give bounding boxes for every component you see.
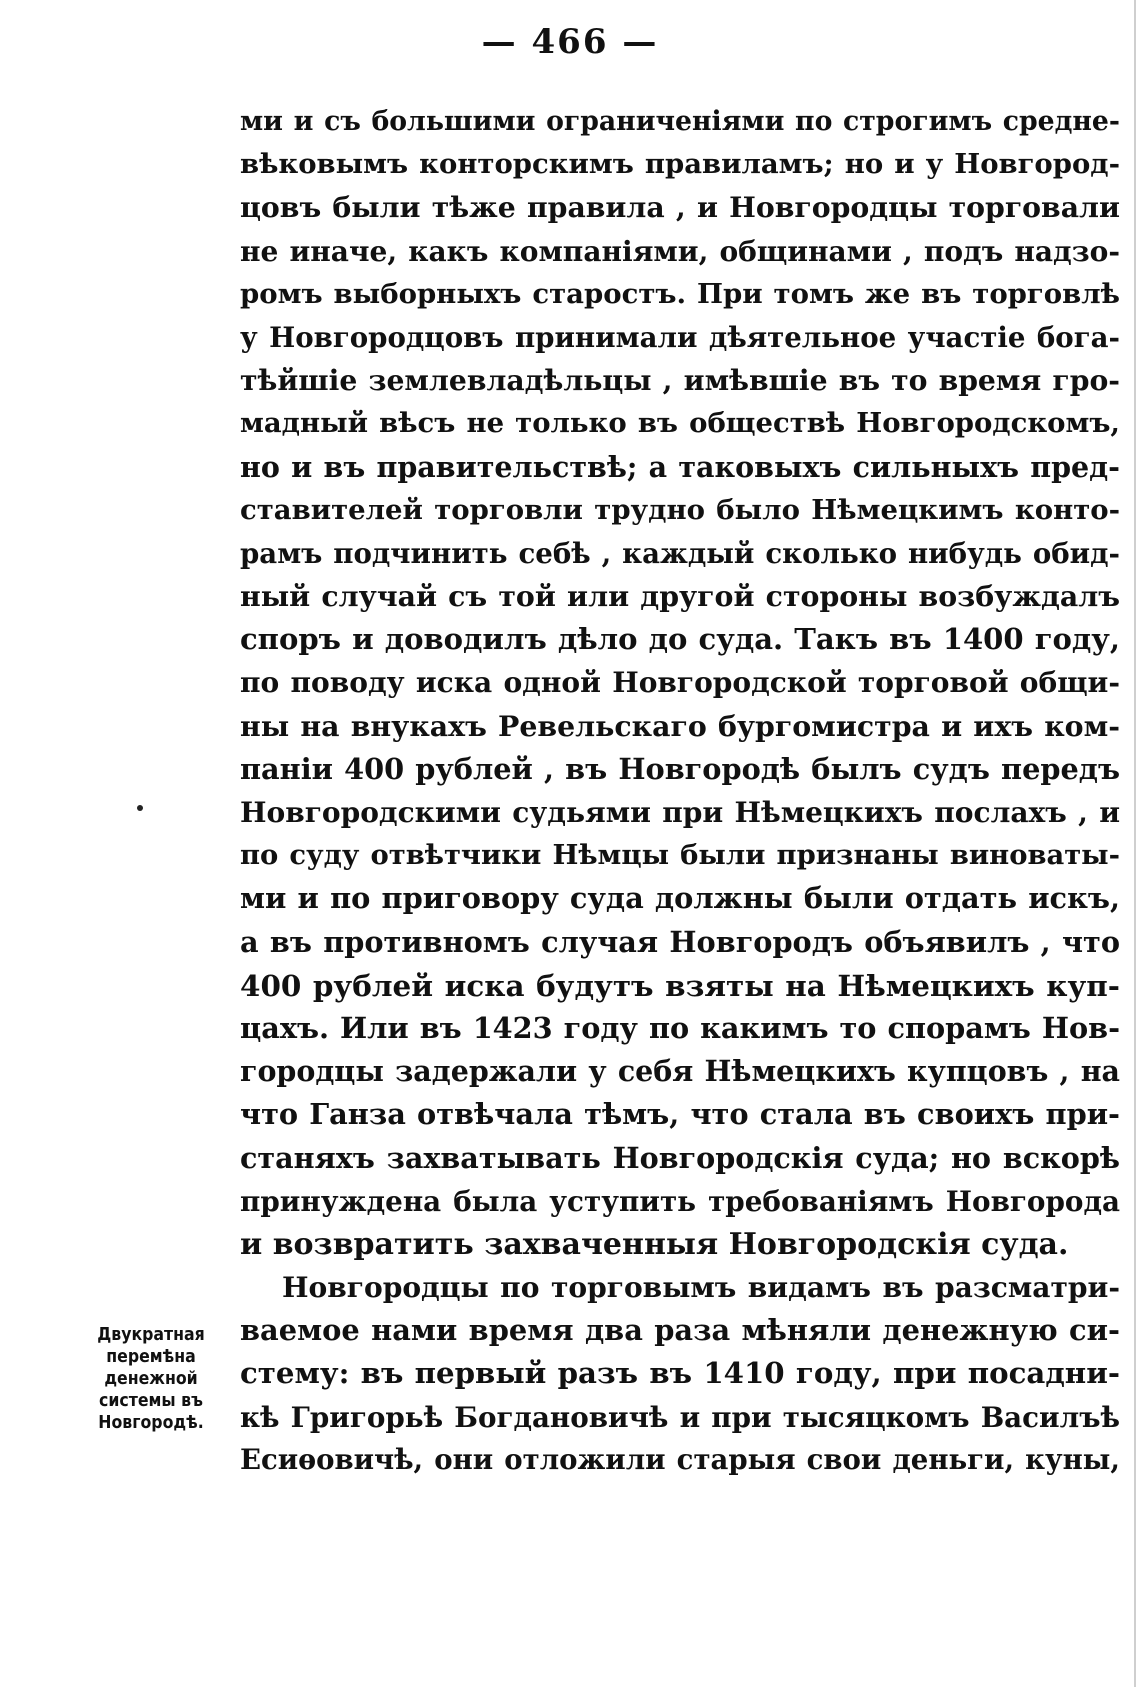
margin-note-line: Двукратная	[97, 1325, 205, 1345]
print-speck	[137, 805, 143, 811]
text-line: ваемое нами время два раза мѣняли денежную си-	[240, 1313, 1120, 1348]
text-line: стему: въ первый разъ въ 1410 году, при посадни-	[240, 1356, 1120, 1391]
text-line: тѣйшіе землевладѣльцы , имѣвшіе въ то время гро-	[240, 363, 1120, 398]
text-line: но и въ правительствѣ; а таковыхъ сильныхъ пред-	[240, 449, 1120, 484]
text-line: станяхъ захватывать Новгородскія суда; но вскорѣ	[240, 1140, 1120, 1175]
text-line: по поводу иска одной Новгородской торговой общи-	[240, 666, 1120, 700]
text-line: споръ и доводилъ дѣло до суда. Такъ въ 1400 году,	[240, 622, 1120, 657]
page-number: — 466 —	[481, 22, 659, 62]
text-line: ми и по приговору суда должны были отдать искъ,	[240, 881, 1120, 916]
margin-note-line: перемѣна	[106, 1347, 196, 1367]
page-edge-line	[1134, 0, 1136, 1687]
text-line: городцы задержали у себя Нѣмецкихъ купцовъ , на	[240, 1054, 1120, 1089]
text-line: принуждена была уступить требованіямъ Новгорода	[240, 1184, 1120, 1218]
text-line: ромъ выборныхъ старостъ. При томъ же въ торговлѣ	[240, 277, 1120, 310]
text-line: цахъ. Или въ 1423 году по какимъ то спорамъ Нов-	[240, 1010, 1120, 1045]
text-line: цовъ были тѣже правила , и Новгородцы торговали	[240, 190, 1120, 225]
margin-note-line: денежной	[104, 1369, 198, 1389]
text-line: что Ганза отвѣчала тѣмъ, что стала въ своихъ при-	[240, 1097, 1120, 1132]
text-line: мадный вѣсъ не только въ обществѣ Новгородскомъ,	[240, 407, 1120, 440]
text-line: ставителей торговли трудно было Нѣмецкимъ конто-	[240, 493, 1120, 526]
text-line: паніи 400 рублей , въ Новгородѣ былъ судъ передъ	[240, 751, 1120, 786]
text-line: по суду отвѣтчики Нѣмцы были признаны виноваты-	[240, 839, 1120, 872]
text-line: ный случай съ той или другой стороны возбуждалъ	[240, 579, 1120, 614]
main-text-block	[240, 100, 1120, 1482]
paragraph-start-line: Новгородцы по торговымъ видамъ въ разсматри-	[282, 1271, 1120, 1305]
margin-note-line: Новгородѣ.	[98, 1413, 204, 1433]
paragraph-end-line: и возвратить захваченныя Новгородскія суда.	[240, 1226, 1069, 1262]
text-line: рамъ подчинить себѣ , каждый сколько нибудь обид-	[240, 536, 1120, 570]
text-line: у Новгородцовъ принимали дѣятельное участіе бога-	[240, 320, 1120, 354]
text-line: Новгородскими судьями при Нѣмецкихъ послахъ , и	[240, 796, 1120, 829]
margin-note-line: системы въ	[99, 1391, 203, 1411]
text-line: ны на внукахъ Ревельскаго бургомистра и ихъ ком-	[240, 708, 1120, 743]
text-line: вѣковымъ конторскимъ правиламъ; но и у Новгород-	[240, 148, 1120, 181]
text-line: не иначе, какъ компаніями, общинами , подъ надзо-	[240, 234, 1120, 268]
text-line: Есиѳовичѣ, они отложили старыя свои деньги, куны,	[240, 1443, 1120, 1476]
text-line: 400 рублей иска будутъ взяты на Нѣмецкихъ куп-	[240, 967, 1120, 1003]
text-line: ми и съ большими ограниченіями по строгимъ средне-	[240, 106, 1120, 137]
text-line: а въ противномъ случая Новгородъ объявилъ , что	[240, 924, 1120, 959]
text-line: кѣ Григорьѣ Богдановичѣ и при тысяцкомъ Василъѣ	[240, 1400, 1120, 1434]
margin-note	[86, 1324, 216, 1434]
